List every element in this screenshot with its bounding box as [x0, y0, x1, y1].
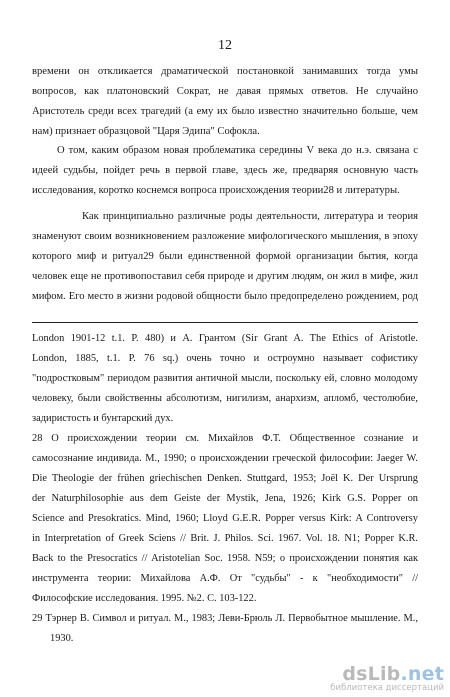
footnote-29-line: 1930. [50, 633, 74, 644]
body-line: человек еще не противопоставил себя природе и другим людям, он жил в мифе, жил [32, 271, 418, 282]
footnote-28-line: самосознание индивида. М., 1990; о происхождении греческой философии: Jaeger W. [32, 453, 418, 464]
body-line: времени он откликается драматической постановкой занимавших тогда умы [32, 66, 418, 77]
footnote-28-line: Философские исследования. 1995. №2. С. 103-122. [32, 593, 257, 604]
footnote-separator [32, 322, 418, 323]
footnote-line: задиристость и бунтарский дух. [32, 413, 174, 424]
page-number: 12 [218, 38, 232, 53]
dslib-watermark [304, 663, 444, 693]
footnote-28-line: Die Theologie der frühen griechischen Denken. Stuttgard, 1953; Joёl K. Der Ursprung [32, 473, 418, 484]
footnote-28-line: 28 О происхождении теории см. Михайлов Ф.Т. Общественное сознание и [32, 433, 418, 444]
footnote-line: London 1901-12 t.1. P. 480) и А. Грантом (Sir Grant A. The Ethics of Aristotle. [32, 333, 418, 344]
body-line: знаменуют своим возникновением разложение мифологического мышления, в эпоху [32, 231, 418, 242]
footnote-29-line: 29 Тэрнер В. Символ и ритуал. М., 1983; Леви-Брюль Л. Первобытное мышление. М., [32, 613, 418, 624]
body-line: О том, каким образом новая проблематика середины V века до н.э. связана с [57, 145, 418, 156]
body-line: Как принципиально различные роды деятельности, литература и теория [82, 211, 418, 222]
footnote-28-line: Science and Presokratics. Mind, 1960; Lloyd G.E.R. Popper versus Kirk: A Controversy [32, 513, 418, 524]
footnote-28-line: инструмента теории: Михайлова А.Ф. От "судьбы" - к "необходимости" // [32, 573, 418, 584]
dslib-logo: dsLib.net [342, 663, 444, 685]
watermark-subtitle: библиотека диссертаций [330, 683, 444, 693]
footnote-line: London, 1885, t.1. P. 76 sq.) очень точно и остроумно называет софистику [32, 353, 418, 364]
footnote-line: "подростковым" периодом развития античной мысли, поскольку ей, словно молодому [32, 373, 418, 384]
footnote-28-line: der Naturphilosophie aus dem Geiste der Mystik, Jena, 1926; Kirk G.S. Popper on [32, 493, 418, 504]
body-line: нам) признает образцовой "Царя Эдипа" Софокла. [32, 126, 260, 137]
footnote-28-line: in Interpretation of Greek Sciens // Brit. J. Philos. Sci. 1967. Vol. 18. N1; Popper K.R. [32, 533, 418, 544]
body-line: исследования, коротко коснемся вопроса происхождения теории28 и литературы. [32, 185, 400, 196]
body-line: идеей судьбы, пойдет речь в первой главе, здесь же, предваряя основную часть [32, 165, 418, 176]
body-line: которого миф и ритуал29 были единственной формой организации бытия, когда [32, 251, 418, 262]
body-line: вопросов, как платоновский Сократ, не давая прямых ответов. Не случайно [32, 86, 418, 97]
footnote-line: человеку, были свойственны абсолютизм, нигилизм, анархизм, апломб, честолюбие, [32, 393, 418, 404]
body-line: Аристотель среди всех трагедий (а ему их было известно значительно больше, чем [32, 106, 418, 117]
footnote-28-line: Back to the Presocratics // Aristotelian Soc. 1958. N59; о происхождении понятия как [32, 553, 418, 564]
body-line: мифом. Его место в жизни родовой общности было предопределено рождением, род [32, 291, 418, 302]
